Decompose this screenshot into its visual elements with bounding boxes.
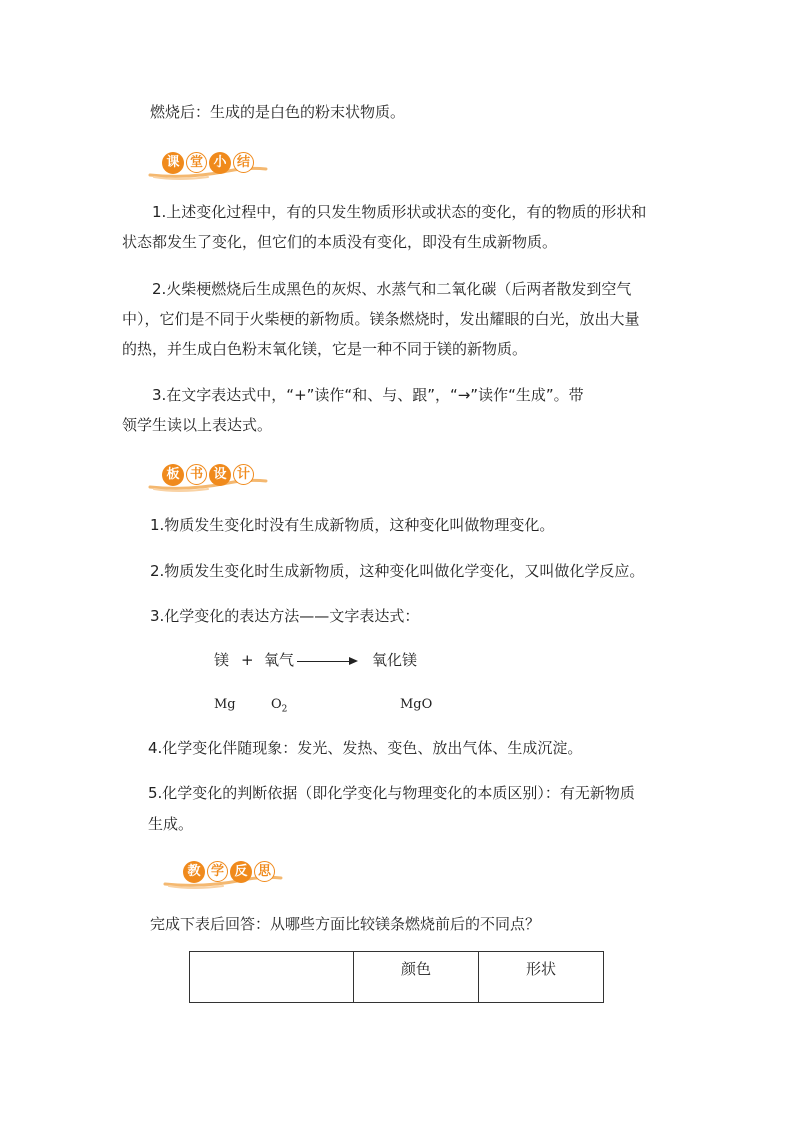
board-item-3: 3.化学变化的表达方法——文字表达式：	[150, 607, 420, 625]
board-item-5-line-2: 生成。	[148, 815, 194, 833]
summary-point-2-line-3: 的热，并生成白色粉末氧化镁，它是一种不同于镁的新物质。	[122, 340, 528, 358]
section-title-board	[162, 464, 254, 486]
summary-point-2-line-2: 中），它们是不同于火柴梗的新物质。镁条燃烧时，发出耀眼的白光，放出大量	[122, 310, 640, 328]
title-char: 设	[209, 464, 231, 486]
reaction-arrow-line	[297, 661, 350, 662]
summary-point-2-line-1: 2.火柴梗燃烧后生成黑色的灰烬、水蒸气和二氧化碳（后两者散发到空气	[152, 280, 632, 298]
title-char: 计	[233, 464, 254, 485]
equation-product: 氧化镁	[372, 651, 418, 669]
table-header-cell: 颜色	[354, 952, 479, 1003]
formula-reactant-2: $O_2$	[271, 697, 288, 715]
equation-reactant-1: 镁	[214, 651, 230, 669]
summary-point-1-line-1: 1.上述变化过程中，有的只发生物质形状或状态的变化，有的物质的形状和	[152, 203, 647, 221]
title-char: 结	[233, 152, 254, 173]
intro-line: 燃烧后：生成的是白色的粉末状物质。	[150, 103, 406, 121]
title-char: 书	[186, 464, 207, 485]
section-header-reflection	[163, 858, 283, 886]
title-char: 思	[254, 861, 275, 882]
board-item-4: 4.化学变化伴随现象：发光、发热、变色、放出气体、生成沉淀。	[148, 739, 583, 757]
board-item-2: 2.物质发生变化时生成新物质，这种变化叫做化学变化，又叫做化学反应。	[150, 562, 645, 580]
title-char: 教	[183, 861, 205, 883]
board-item-5-line-1: 5.化学变化的判断依据（即化学变化与物理变化的本质区别）：有无新物质	[148, 784, 635, 802]
title-char: 学	[207, 861, 228, 882]
board-item-1: 1.物质发生变化时没有生成新物质，这种变化叫做物理变化。	[150, 516, 555, 534]
reaction-arrow-icon	[349, 657, 358, 665]
section-header-summary	[148, 149, 268, 177]
summary-point-3-line-1: 3.在文字表达式中，“+”读作“和、与、跟”，“→”读作“生成”。带	[152, 386, 584, 404]
title-char: 小	[209, 152, 231, 174]
comparison-table	[189, 951, 604, 1003]
reflection-question: 完成下表后回答：从哪些方面比较镁条燃烧前后的不同点？	[150, 915, 541, 933]
formula-product: MgO	[400, 697, 433, 712]
summary-point-1-line-2: 状态都发生了变化，但它们的本质没有变化，即没有生成新物质。	[122, 233, 558, 251]
title-char: 反	[230, 861, 252, 883]
table-header-cell: 形状	[479, 952, 604, 1003]
title-char: 板	[162, 464, 184, 486]
equation-reactant-2: 氧气	[264, 651, 295, 669]
formula-reactant-1: Mg	[214, 697, 236, 712]
table-header-cell	[190, 952, 354, 1003]
table-row	[190, 952, 604, 1003]
title-char: 堂	[186, 152, 207, 173]
section-title-reflection	[183, 861, 275, 883]
summary-point-3-line-2: 领学生读以上表达式。	[122, 416, 273, 434]
title-char: 课	[162, 152, 184, 174]
section-title-summary	[162, 152, 254, 174]
equation-plus: +	[241, 651, 254, 669]
section-header-board	[148, 461, 268, 489]
